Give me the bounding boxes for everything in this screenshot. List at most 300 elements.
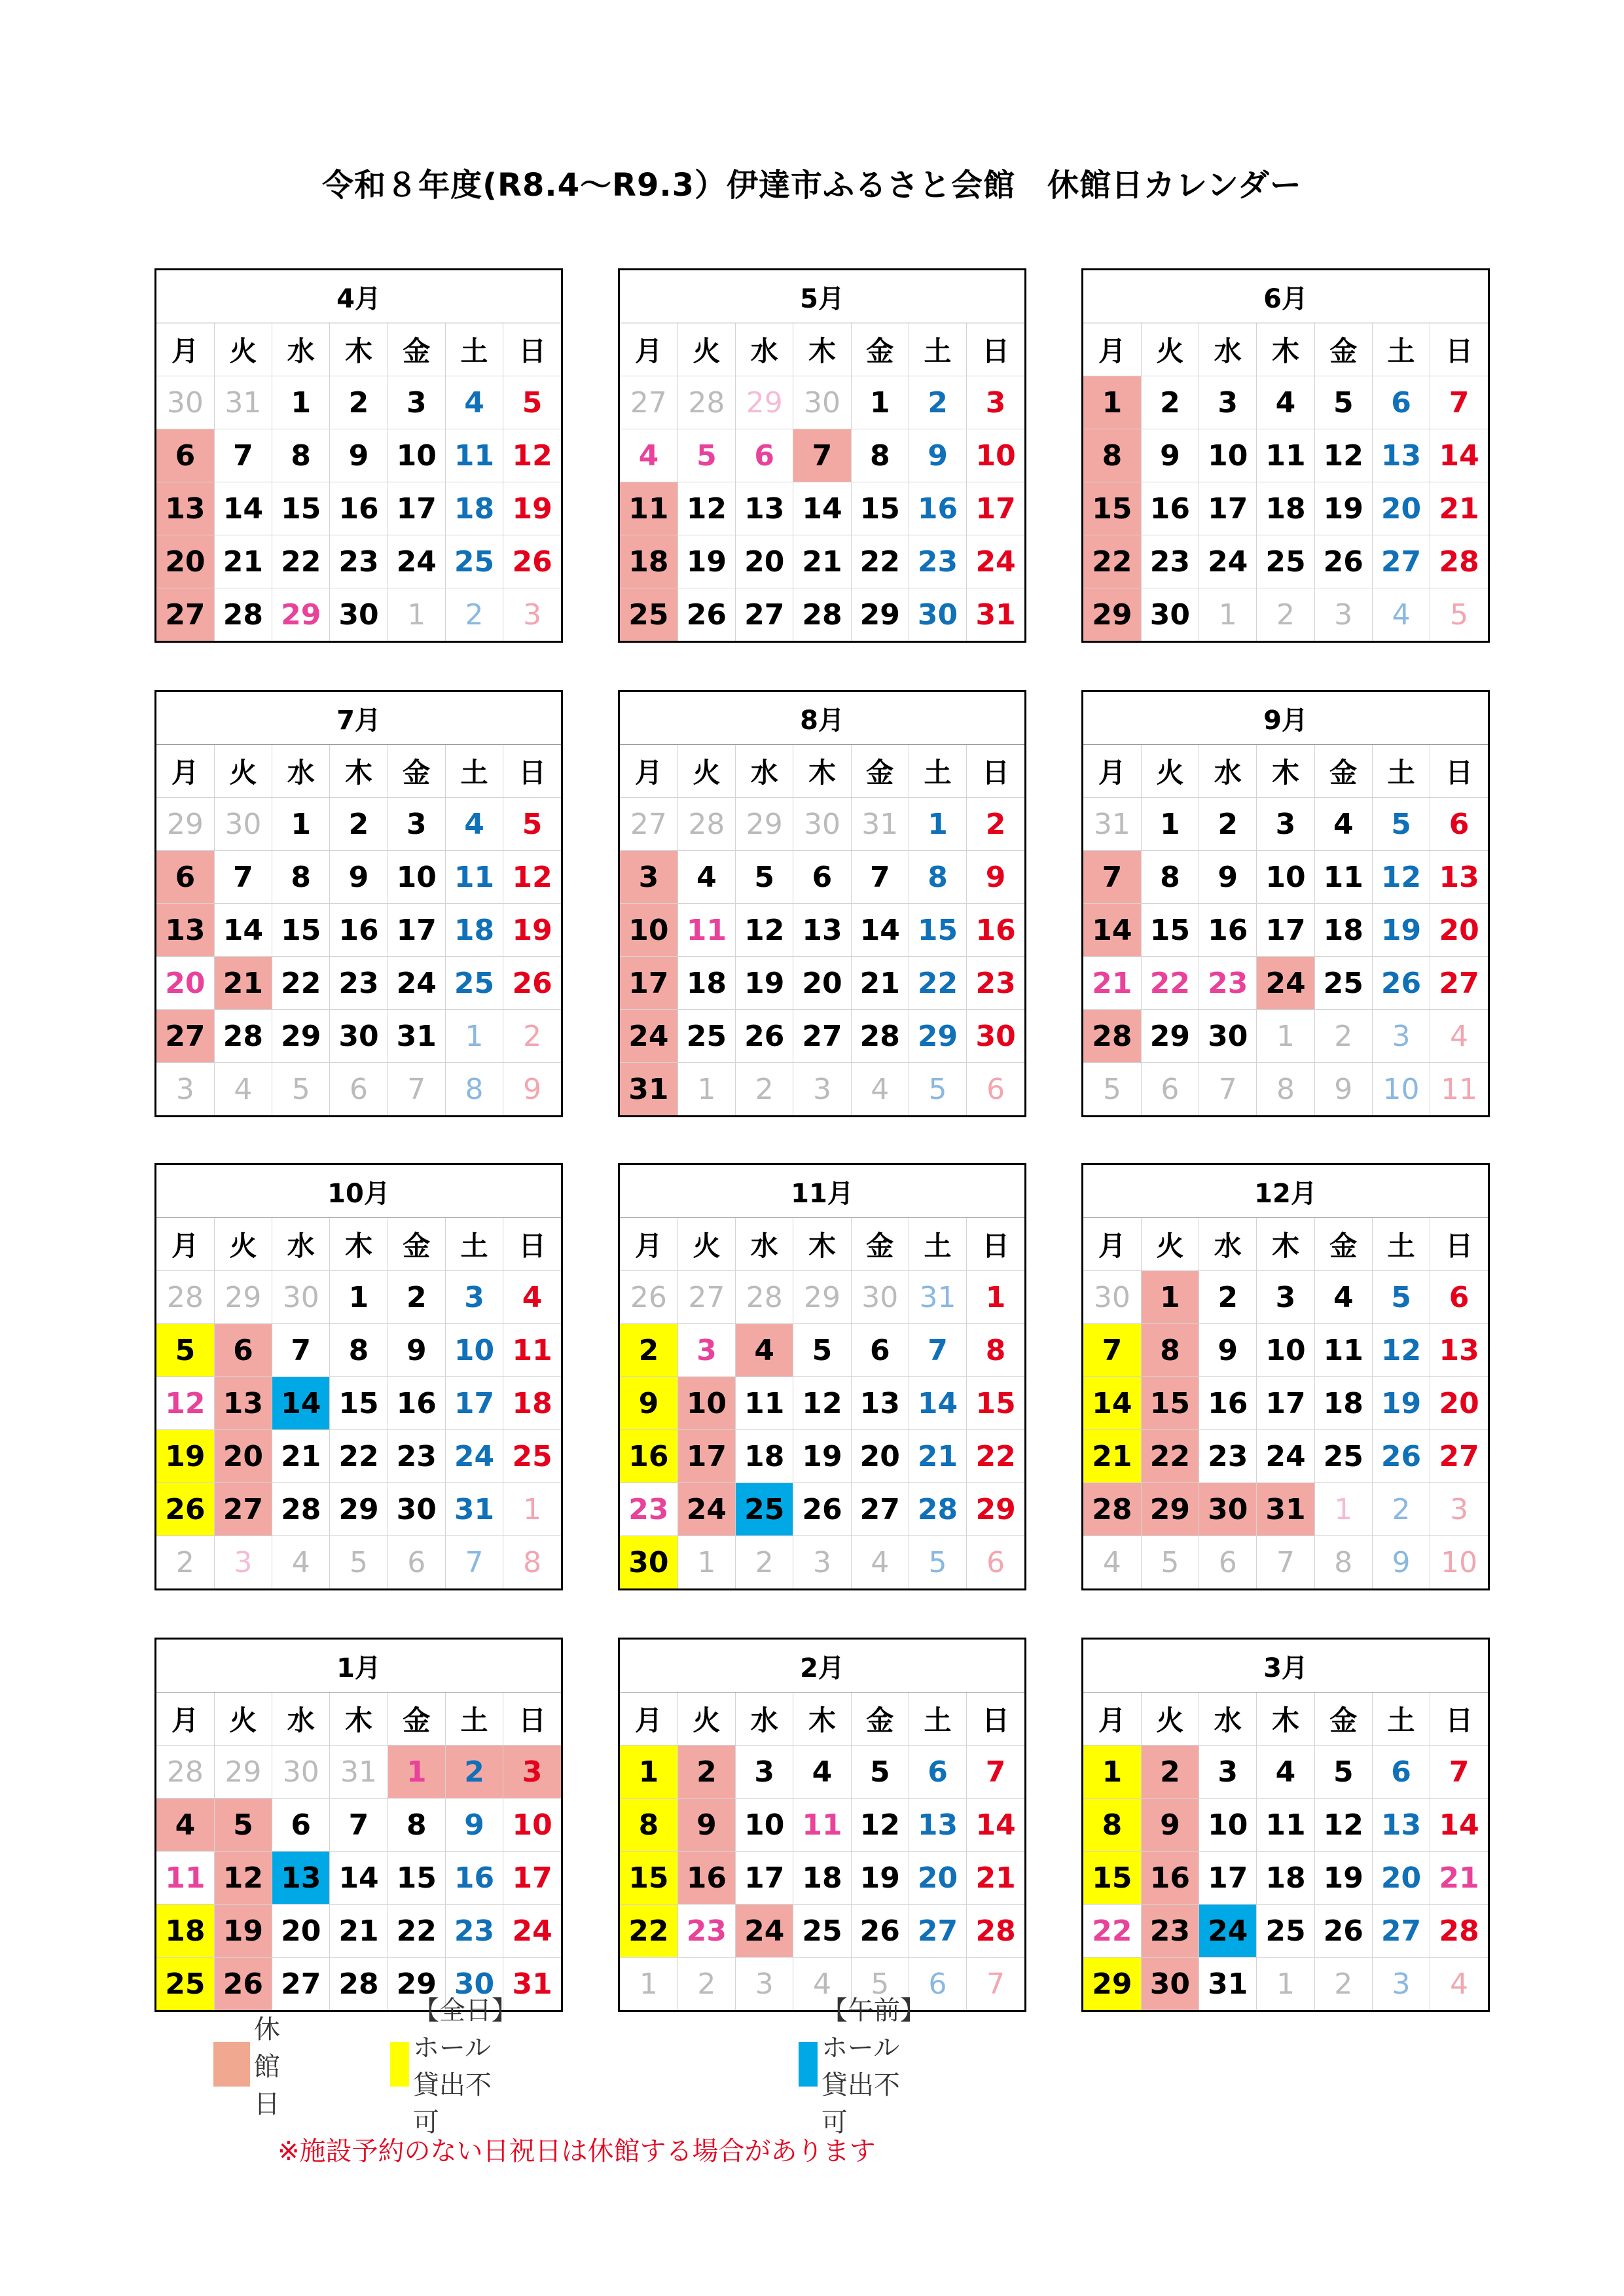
- day-cell: 4: [1372, 588, 1430, 641]
- week-row: [156, 1905, 561, 1958]
- weekday-label: 土: [445, 745, 503, 798]
- day-cell: 15: [388, 1852, 445, 1905]
- day-cell: 2: [330, 798, 388, 851]
- day-cell: 27: [851, 1483, 909, 1536]
- day-cell: 19: [677, 535, 735, 588]
- day-cell: 1: [272, 798, 330, 851]
- day-cell: 20: [1430, 1377, 1488, 1430]
- week-row: [1083, 376, 1488, 429]
- day-cell: 28: [214, 1010, 272, 1063]
- day-cell: 16: [1199, 904, 1257, 957]
- day-cell: 25: [1314, 1430, 1372, 1483]
- day-cell: 18: [677, 957, 735, 1010]
- day-cell: 2: [445, 588, 503, 641]
- day-cell: 24: [967, 535, 1024, 588]
- weekday-label: 金: [851, 323, 909, 376]
- day-cell: 25: [503, 1430, 561, 1483]
- day-cell: 27: [1430, 1430, 1488, 1483]
- day-cell: 23: [445, 1905, 503, 1958]
- weekday-label: 日: [1430, 745, 1488, 798]
- day-cell: 14: [1083, 904, 1141, 957]
- day-cell: 24: [1199, 1905, 1257, 1958]
- day-cell: 27: [156, 588, 214, 641]
- day-cell: 27: [620, 376, 677, 429]
- day-cell: 14: [851, 904, 909, 957]
- day-cell: 21: [1083, 957, 1141, 1010]
- week-row: [156, 1430, 561, 1483]
- day-cell: 3: [793, 1536, 851, 1589]
- day-cell: 28: [272, 1483, 330, 1536]
- day-cell: 29: [214, 1271, 272, 1324]
- weekday-label: 水: [736, 1218, 793, 1271]
- day-cell: 9: [677, 1799, 735, 1852]
- legend-closed: [213, 2014, 302, 2119]
- month-table: [156, 1165, 561, 1588]
- weekday-label: 日: [967, 323, 1024, 376]
- day-cell: 9: [620, 1377, 677, 1430]
- day-cell: 28: [330, 1958, 388, 2011]
- day-cell: 5: [851, 1958, 909, 2011]
- weekday-label: 土: [445, 1218, 503, 1271]
- day-cell: 13: [851, 1377, 909, 1430]
- day-cell: 2: [1199, 1271, 1257, 1324]
- day-cell: 22: [272, 957, 330, 1010]
- day-cell: 1: [1141, 1271, 1199, 1324]
- day-cell: 22: [272, 535, 330, 588]
- day-cell: 5: [1083, 1063, 1141, 1116]
- day-cell: 5: [1372, 798, 1430, 851]
- day-cell: 4: [503, 1271, 561, 1324]
- day-cell: 2: [388, 1271, 445, 1324]
- week-row: [1083, 1063, 1488, 1116]
- day-cell: 2: [1199, 798, 1257, 851]
- day-cell: 21: [967, 1852, 1024, 1905]
- day-cell: 3: [677, 1324, 735, 1377]
- day-cell: 8: [851, 429, 909, 482]
- day-cell: 13: [156, 904, 214, 957]
- week-row: [156, 482, 561, 535]
- week-row: [620, 1010, 1024, 1063]
- day-cell: 18: [620, 535, 677, 588]
- week-row: [1083, 957, 1488, 1010]
- weekday-label: 水: [272, 745, 330, 798]
- day-cell: 19: [736, 957, 793, 1010]
- week-row: [620, 1430, 1024, 1483]
- day-cell: 19: [156, 1430, 214, 1483]
- day-cell: 5: [330, 1536, 388, 1589]
- day-cell: 16: [677, 1852, 735, 1905]
- month-name: 10月: [327, 1178, 390, 1209]
- day-cell: 21: [1430, 1852, 1488, 1905]
- week-row: [620, 957, 1024, 1010]
- day-cell: 28: [1083, 1010, 1141, 1063]
- day-cell: 29: [736, 798, 793, 851]
- day-cell: 7: [272, 1324, 330, 1377]
- day-cell: 17: [388, 904, 445, 957]
- day-cell: 10: [1199, 429, 1257, 482]
- day-cell: 10: [1199, 1799, 1257, 1852]
- day-cell: 16: [330, 904, 388, 957]
- weekday-row: [620, 745, 1024, 798]
- am-swatch: [799, 2042, 818, 2087]
- day-cell: 8: [330, 1324, 388, 1377]
- day-cell: 25: [793, 1905, 851, 1958]
- month-name: 2月: [800, 1653, 844, 1683]
- weekday-label: 木: [793, 1693, 851, 1746]
- month-table: [1083, 270, 1488, 641]
- day-cell: 7: [1430, 376, 1488, 429]
- day-cell: 24: [503, 1905, 561, 1958]
- weekday-label: 火: [1141, 323, 1199, 376]
- day-cell: 7: [967, 1958, 1024, 2011]
- day-cell: 16: [620, 1430, 677, 1483]
- day-cell: 6: [851, 1324, 909, 1377]
- weekday-label: 木: [793, 745, 851, 798]
- weekday-row: [156, 323, 561, 376]
- weekday-label: 月: [620, 1218, 677, 1271]
- day-cell: 8: [909, 851, 966, 904]
- week-row: [620, 1271, 1024, 1324]
- day-cell: 19: [793, 1430, 851, 1483]
- month-table: [620, 692, 1024, 1115]
- day-cell: 15: [272, 482, 330, 535]
- week-row: [156, 1010, 561, 1063]
- week-row: [620, 1063, 1024, 1116]
- day-cell: 29: [967, 1483, 1024, 1536]
- day-cell: 21: [909, 1430, 966, 1483]
- day-cell: 26: [1372, 957, 1430, 1010]
- weekday-label: 土: [1372, 323, 1430, 376]
- day-cell: 13: [736, 482, 793, 535]
- weekday-label: 金: [388, 745, 445, 798]
- day-cell: 27: [736, 588, 793, 641]
- day-cell: 26: [1314, 535, 1372, 588]
- day-cell: 21: [1083, 1430, 1141, 1483]
- day-cell: 3: [1314, 588, 1372, 641]
- day-cell: 12: [851, 1799, 909, 1852]
- day-cell: 28: [851, 1010, 909, 1063]
- day-cell: 8: [1141, 1324, 1199, 1377]
- weekday-label: 土: [909, 745, 966, 798]
- day-cell: 30: [272, 1271, 330, 1324]
- day-cell: 5: [214, 1799, 272, 1852]
- week-row: [156, 1746, 561, 1799]
- day-cell: 5: [1430, 588, 1488, 641]
- month-calendar: [154, 268, 563, 643]
- day-cell: 30: [851, 1271, 909, 1324]
- day-cell: 10: [388, 429, 445, 482]
- day-cell: 26: [156, 1483, 214, 1536]
- day-cell: 30: [793, 376, 851, 429]
- day-cell: 30: [909, 588, 966, 641]
- day-cell: 5: [503, 376, 561, 429]
- weekday-label: 火: [214, 1693, 272, 1746]
- day-cell: 23: [1141, 535, 1199, 588]
- day-cell: 22: [1083, 535, 1141, 588]
- day-cell: 8: [1083, 429, 1141, 482]
- week-row: [1083, 1271, 1488, 1324]
- day-cell: 11: [445, 429, 503, 482]
- month-calendar: [154, 1638, 563, 2012]
- weekday-label: 金: [1314, 745, 1372, 798]
- day-cell: 31: [503, 1958, 561, 2011]
- weekday-label: 日: [503, 1218, 561, 1271]
- day-cell: 18: [1314, 1377, 1372, 1430]
- day-cell: 8: [1314, 1536, 1372, 1589]
- day-cell: 27: [793, 1010, 851, 1063]
- day-cell: 25: [736, 1483, 793, 1536]
- day-cell: 1: [677, 1536, 735, 1589]
- month-calendar: [154, 690, 563, 1117]
- day-cell: 13: [909, 1799, 966, 1852]
- day-cell: 26: [793, 1483, 851, 1536]
- day-cell: 28: [156, 1746, 214, 1799]
- day-cell: 31: [851, 798, 909, 851]
- month-table: [620, 1640, 1024, 2010]
- allday-swatch: [390, 2042, 409, 2087]
- day-cell: 10: [1257, 851, 1314, 904]
- week-row: [156, 957, 561, 1010]
- day-cell: 15: [909, 904, 966, 957]
- month-table: [156, 692, 561, 1115]
- week-row: [156, 535, 561, 588]
- day-cell: 18: [445, 482, 503, 535]
- weekday-label: 金: [851, 745, 909, 798]
- day-cell: 5: [677, 429, 735, 482]
- month-calendar: [154, 1163, 563, 1590]
- weekday-label: 月: [620, 323, 677, 376]
- day-cell: 24: [620, 1010, 677, 1063]
- day-cell: 2: [330, 376, 388, 429]
- week-row: [620, 1324, 1024, 1377]
- day-cell: 27: [1372, 535, 1430, 588]
- day-cell: 20: [214, 1430, 272, 1483]
- week-row: [156, 1324, 561, 1377]
- day-cell: 11: [1314, 1324, 1372, 1377]
- day-cell: 8: [967, 1324, 1024, 1377]
- month-calendar: [618, 1638, 1026, 2012]
- week-row: [620, 535, 1024, 588]
- page-title: 令和８年度(R8.4～R9.3）伊達市ふるさと会館 休館日カレンダー: [322, 167, 1302, 204]
- day-cell: 2: [1372, 1483, 1430, 1536]
- day-cell: 30: [1199, 1483, 1257, 1536]
- day-cell: 11: [445, 851, 503, 904]
- day-cell: 1: [1314, 1483, 1372, 1536]
- month-calendar: [618, 268, 1026, 643]
- weekday-label: 火: [214, 1218, 272, 1271]
- day-cell: 19: [503, 482, 561, 535]
- weekday-label: 金: [1314, 1218, 1372, 1271]
- day-cell: 7: [214, 429, 272, 482]
- month-name: 1月: [336, 1653, 381, 1683]
- day-cell: 14: [1430, 429, 1488, 482]
- day-cell: 7: [793, 429, 851, 482]
- weekday-label: 金: [851, 1693, 909, 1746]
- day-cell: 4: [1314, 1271, 1372, 1324]
- day-cell: 28: [1430, 535, 1488, 588]
- day-cell: 6: [909, 1958, 966, 2011]
- day-cell: 7: [967, 1746, 1024, 1799]
- day-cell: 7: [1257, 1536, 1314, 1589]
- weekday-label: 月: [620, 745, 677, 798]
- weekday-label: 火: [214, 745, 272, 798]
- day-cell: 17: [967, 482, 1024, 535]
- day-cell: 3: [388, 798, 445, 851]
- day-cell: 25: [1314, 957, 1372, 1010]
- day-cell: 13: [1430, 1324, 1488, 1377]
- day-cell: 18: [793, 1852, 851, 1905]
- day-cell: 30: [620, 1536, 677, 1589]
- day-cell: 24: [1257, 957, 1314, 1010]
- day-cell: 2: [1257, 588, 1314, 641]
- day-cell: 29: [272, 588, 330, 641]
- week-row: [1083, 1536, 1488, 1589]
- day-cell: 20: [156, 535, 214, 588]
- week-row: [620, 851, 1024, 904]
- day-cell: 28: [736, 1271, 793, 1324]
- day-cell: 3: [1257, 1271, 1314, 1324]
- day-cell: 14: [330, 1852, 388, 1905]
- day-cell: 24: [445, 1430, 503, 1483]
- day-cell: 23: [967, 957, 1024, 1010]
- day-cell: 15: [1083, 1852, 1141, 1905]
- day-cell: 23: [1141, 1905, 1199, 1958]
- legend-closed-label: 休館日: [253, 2014, 280, 2119]
- day-cell: 10: [677, 1377, 735, 1430]
- day-cell: 28: [1430, 1905, 1488, 1958]
- day-cell: 10: [1257, 1324, 1314, 1377]
- day-cell: 22: [1141, 957, 1199, 1010]
- week-row: [1083, 1746, 1488, 1799]
- day-cell: 30: [1199, 1010, 1257, 1063]
- day-cell: 24: [1199, 535, 1257, 588]
- day-cell: 11: [620, 482, 677, 535]
- day-cell: 14: [1430, 1799, 1488, 1852]
- weekday-label: 木: [330, 323, 388, 376]
- day-cell: 5: [1372, 1271, 1430, 1324]
- weekday-label: 火: [677, 745, 735, 798]
- day-cell: 4: [1083, 1536, 1141, 1589]
- day-cell: 2: [445, 1746, 503, 1799]
- weekday-label: 木: [1257, 323, 1314, 376]
- day-cell: 5: [1141, 1536, 1199, 1589]
- week-row: [156, 1536, 561, 1589]
- day-cell: 14: [967, 1799, 1024, 1852]
- day-cell: 29: [1141, 1483, 1199, 1536]
- day-cell: 22: [620, 1905, 677, 1958]
- day-cell: 16: [445, 1852, 503, 1905]
- week-row: [620, 798, 1024, 851]
- weekday-label: 日: [503, 745, 561, 798]
- weekday-label: 水: [736, 323, 793, 376]
- month-name: 9月: [1263, 705, 1308, 736]
- weekday-label: 土: [909, 1693, 966, 1746]
- weekday-label: 日: [967, 745, 1024, 798]
- day-cell: 8: [503, 1536, 561, 1589]
- month-name: 7月: [336, 705, 381, 736]
- day-cell: 9: [1141, 1799, 1199, 1852]
- day-cell: 4: [736, 1324, 793, 1377]
- week-row: [1083, 429, 1488, 482]
- weekday-label: 月: [1083, 323, 1141, 376]
- day-cell: 4: [851, 1063, 909, 1116]
- day-cell: 29: [214, 1746, 272, 1799]
- day-cell: 19: [503, 904, 561, 957]
- day-cell: 20: [1372, 1852, 1430, 1905]
- day-cell: 4: [1314, 798, 1372, 851]
- weekday-label: 水: [1199, 745, 1257, 798]
- day-cell: 10: [736, 1799, 793, 1852]
- day-cell: 1: [388, 1746, 445, 1799]
- month-calendar: [618, 1163, 1026, 1590]
- day-cell: 12: [677, 482, 735, 535]
- week-row: [1083, 1430, 1488, 1483]
- day-cell: 12: [736, 904, 793, 957]
- week-row: [620, 482, 1024, 535]
- day-cell: 9: [1199, 1324, 1257, 1377]
- day-cell: 11: [1430, 1063, 1488, 1116]
- day-cell: 26: [851, 1905, 909, 1958]
- weekday-label: 火: [677, 1693, 735, 1746]
- week-row: [620, 376, 1024, 429]
- day-cell: 6: [214, 1324, 272, 1377]
- week-row: [1083, 851, 1488, 904]
- day-cell: 6: [1199, 1536, 1257, 1589]
- day-cell: 12: [214, 1852, 272, 1905]
- day-cell: 17: [1199, 482, 1257, 535]
- day-cell: 23: [330, 535, 388, 588]
- day-cell: 25: [1257, 1905, 1314, 1958]
- month-calendar: [1081, 1163, 1490, 1590]
- day-cell: 5: [793, 1324, 851, 1377]
- week-row: [1083, 904, 1488, 957]
- day-cell: 4: [677, 851, 735, 904]
- day-cell: 1: [445, 1010, 503, 1063]
- weekday-label: 土: [1372, 1218, 1430, 1271]
- day-cell: 4: [851, 1536, 909, 1589]
- day-cell: 1: [330, 1271, 388, 1324]
- week-row: [1083, 1483, 1488, 1536]
- weekday-label: 水: [736, 1693, 793, 1746]
- day-cell: 7: [1083, 851, 1141, 904]
- weekday-label: 金: [388, 1693, 445, 1746]
- month-table: [1083, 692, 1488, 1115]
- day-cell: 15: [967, 1377, 1024, 1430]
- month-name: 6月: [1263, 283, 1308, 314]
- day-cell: 22: [330, 1430, 388, 1483]
- day-cell: 4: [793, 1958, 851, 2011]
- weekday-label: 日: [1430, 1218, 1488, 1271]
- day-cell: 31: [1199, 1958, 1257, 2011]
- weekday-row: [156, 745, 561, 798]
- day-cell: 22: [1141, 1430, 1199, 1483]
- day-cell: 3: [1430, 1483, 1488, 1536]
- month-table: [620, 270, 1024, 641]
- day-cell: 29: [909, 1010, 966, 1063]
- day-cell: 22: [1083, 1905, 1141, 1958]
- weekday-label: 日: [1430, 323, 1488, 376]
- day-cell: 20: [156, 957, 214, 1010]
- day-cell: 9: [330, 429, 388, 482]
- day-cell: 6: [909, 1746, 966, 1799]
- week-row: [1083, 1799, 1488, 1852]
- day-cell: 4: [156, 1799, 214, 1852]
- week-row: [156, 1377, 561, 1430]
- day-cell: 30: [214, 798, 272, 851]
- day-cell: 5: [736, 851, 793, 904]
- week-row: [620, 1746, 1024, 1799]
- weekday-row: [1083, 1693, 1488, 1746]
